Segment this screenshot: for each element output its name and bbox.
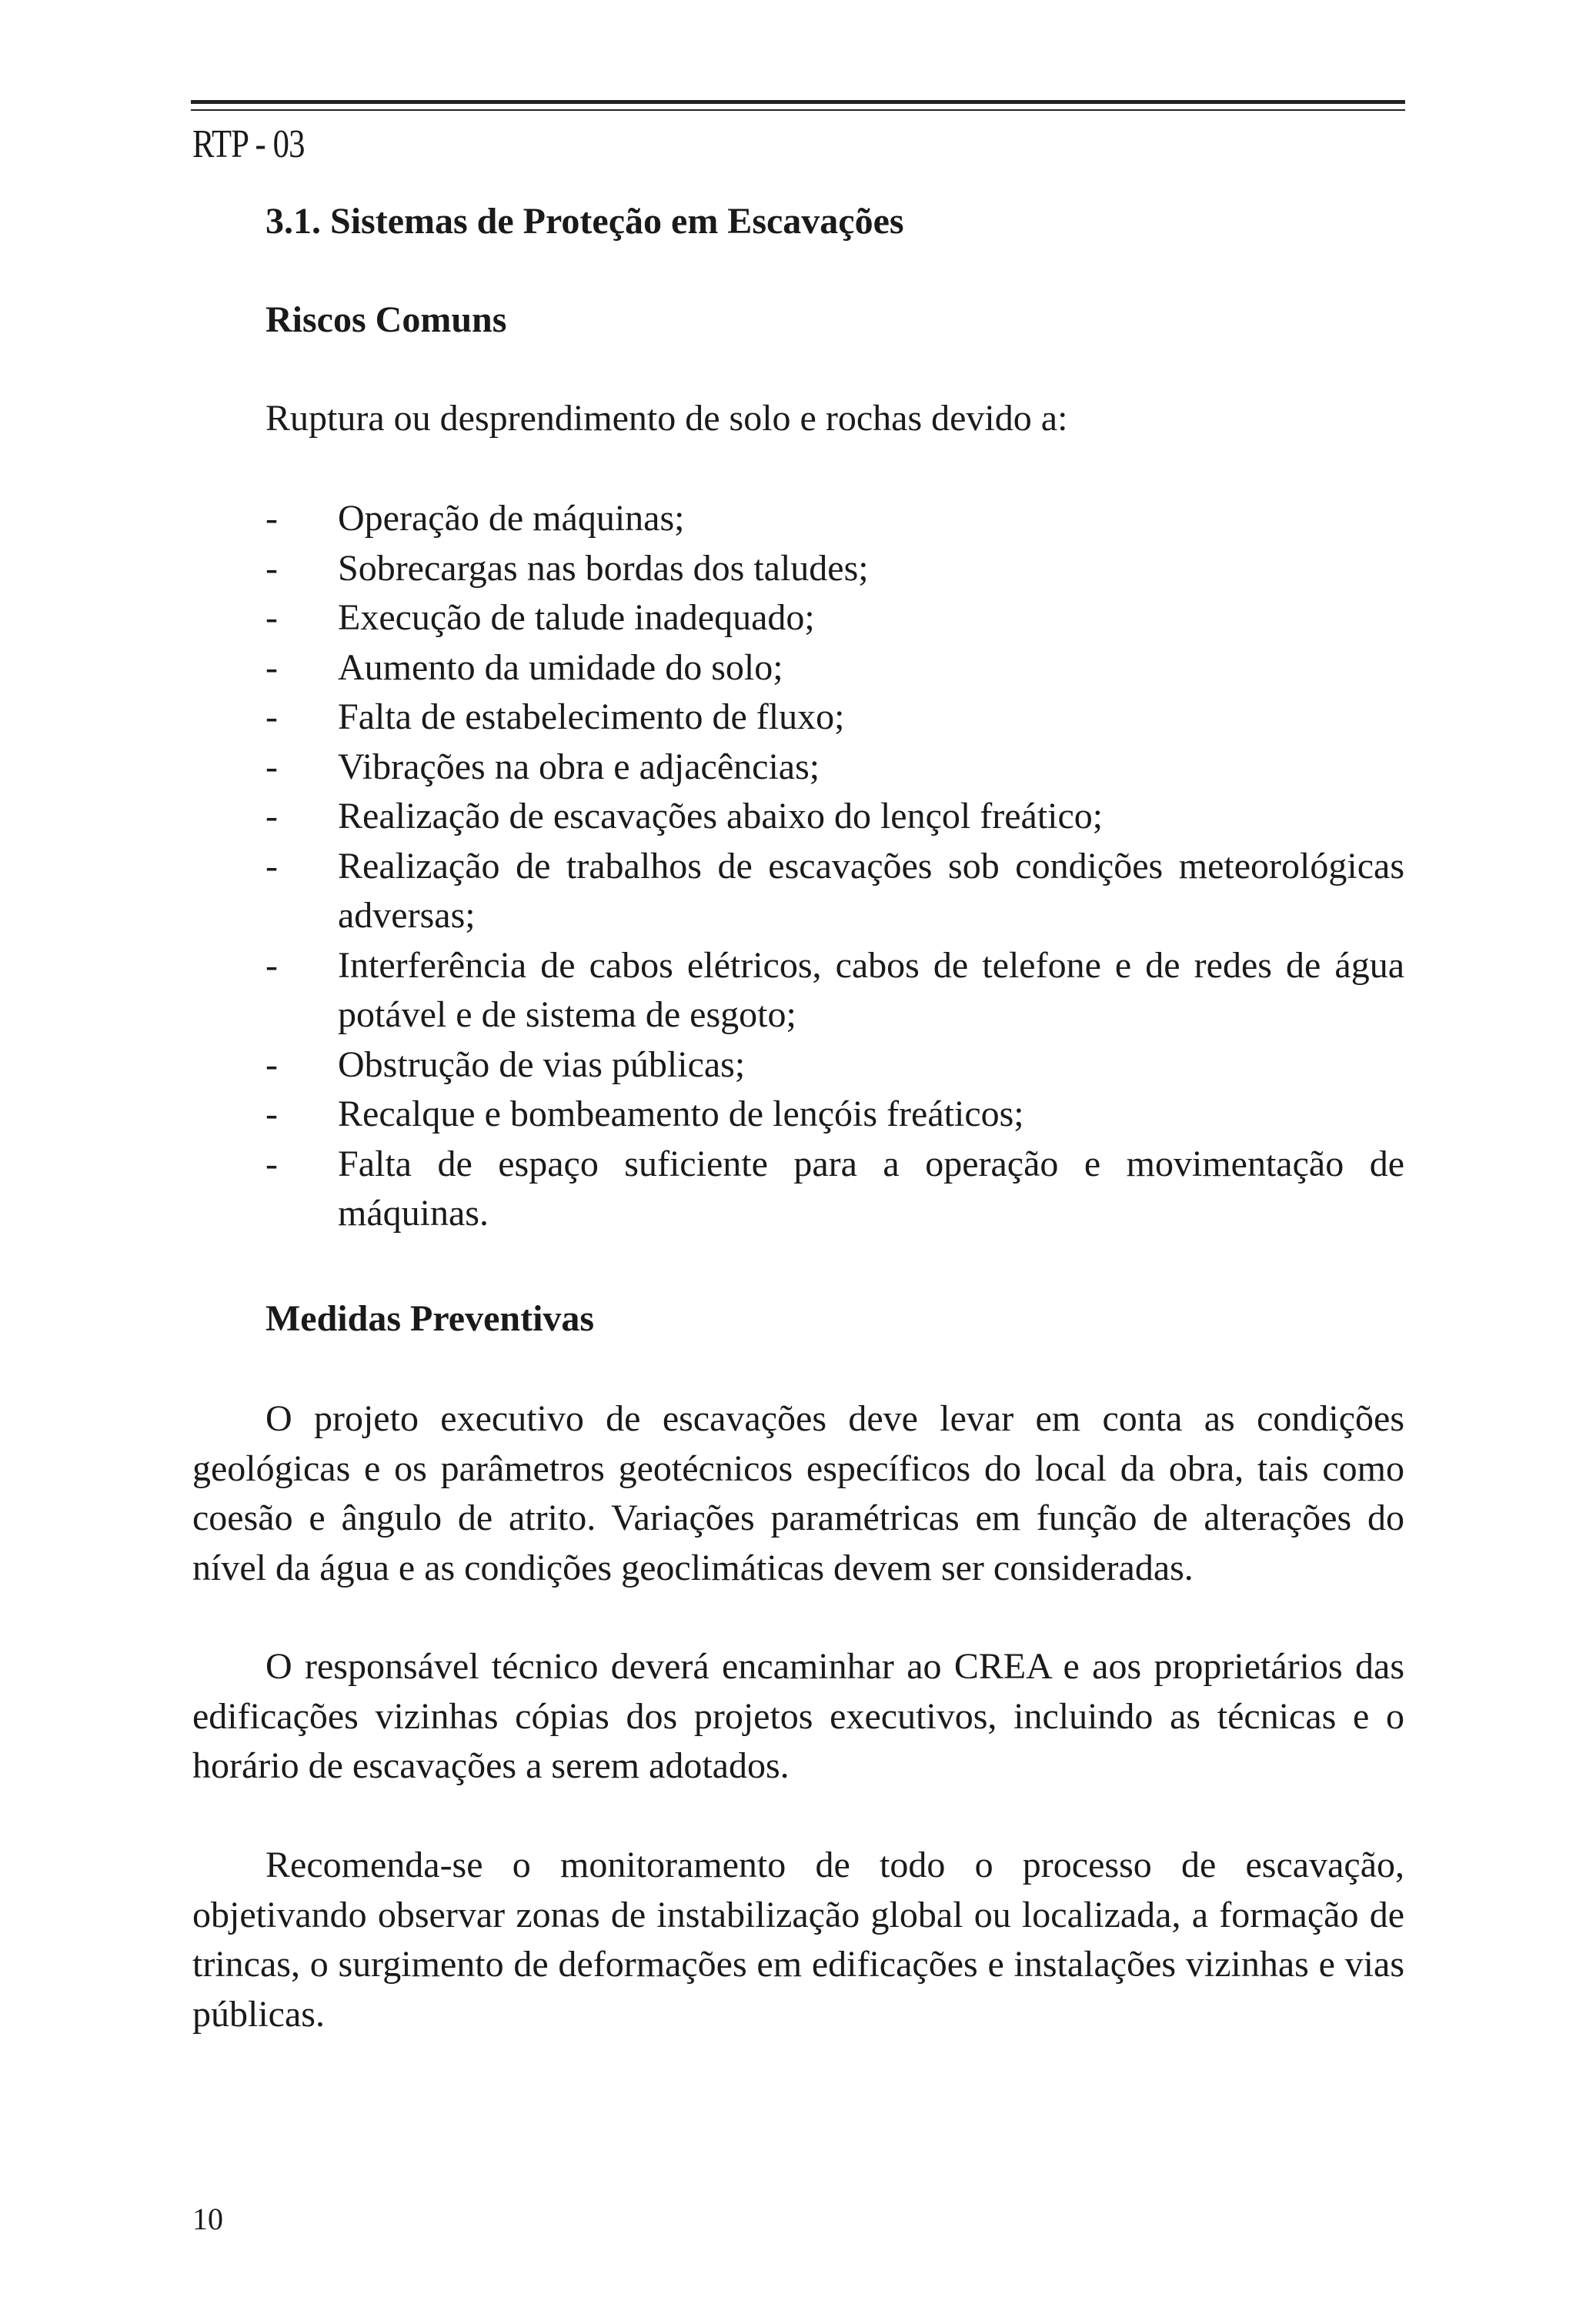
header-rule-thick: [191, 100, 1405, 104]
risk-list-item: [265, 494, 1404, 544]
risk-list-item: [265, 1140, 1404, 1239]
measures-heading: Medidas Preventivas: [265, 1298, 595, 1339]
risk-text: Operação de máquinas;: [338, 498, 685, 539]
risk-text: Aumento da umidade do solo;: [338, 646, 783, 688]
bullet-dash: -: [265, 696, 278, 737]
risk-text: Obstrução de vias públicas;: [338, 1043, 746, 1085]
bullet-dash: -: [265, 944, 278, 986]
header-rule-thin: [191, 109, 1405, 111]
risk-text: Recalque e bombeamento de lençóis freáticos;: [338, 1094, 1024, 1134]
risk-list-item: [265, 1090, 1404, 1140]
bullet-dash: -: [265, 547, 278, 589]
risk-list: [265, 494, 1404, 1239]
risk-list-item: [265, 593, 1404, 643]
bullet-dash: -: [265, 597, 278, 638]
bullet-dash: -: [265, 1143, 278, 1184]
running-header: RTP - 03: [192, 122, 305, 166]
risk-list-item: [265, 1040, 1404, 1090]
paragraph: O responsável técnico deverá encaminhar ao CREA e aos proprietários das edificações vizinhas cópias dos projetos executivos, incluindo as técnicas e o horário de escavações a serem adotados.: [192, 1646, 1404, 1786]
risk-text: Realização de escavações abaixo do lençol freático;: [338, 796, 1104, 836]
risk-list-item: [265, 643, 1404, 693]
risk-text: Interferência de cabos elétricos, cabos de telefone e de redes de água potável e de sistema de esgoto;: [338, 944, 1404, 1035]
risk-text: Execução de talude inadequado;: [338, 597, 815, 638]
risk-list-item: [265, 544, 1404, 594]
risk-text: Realização de trabalhos de escavações sob condições meteorológicas adversas;: [338, 845, 1404, 936]
bullet-dash: -: [265, 796, 278, 836]
risks-heading: Riscos Comuns: [265, 299, 507, 340]
risk-text: Falta de espaço suficiente para a operação e movimentação de máquinas.: [338, 1143, 1404, 1234]
paragraph: O projeto executivo de escavações deve levar em conta as condições geológicas e os parâmetros geotécnicos específicos do local da obra, tais como coesão e ângulo de atrito. Variações paramétricas em função de alterações do nível da água e as condições geoclimáticas devem ser consideradas.: [192, 1398, 1404, 1588]
page-number: 10: [192, 2202, 223, 2236]
risk-list-item: [265, 842, 1404, 941]
bullet-dash: -: [265, 1094, 278, 1134]
bullet-dash: -: [265, 746, 278, 787]
section-title: 3.1. Sistemas de Proteção em Escavações: [265, 201, 904, 242]
risk-text: Vibrações na obra e adjacências;: [338, 746, 820, 787]
bullet-dash: -: [265, 646, 278, 688]
risks-intro: Ruptura ou desprendimento de solo e rochas devido a:: [265, 398, 1068, 439]
risk-list-item: [265, 941, 1404, 1040]
risk-list-item: [265, 743, 1404, 793]
bullet-dash: -: [265, 1043, 278, 1085]
risk-text: Sobrecargas nas bordas dos taludes;: [338, 547, 869, 589]
bullet-dash: -: [265, 845, 278, 887]
risk-list-item: [265, 693, 1404, 743]
paragraph: Recomenda-se o monitoramento de todo o processo de escavação, objetivando observar zonas de instabilização global ou localizada, a formação de trincas, o surgimento de deformações em edificações e instalações vizinhas e vias públicas.: [192, 1845, 1404, 2035]
bullet-dash: -: [265, 498, 278, 539]
risk-text: Falta de estabelecimento de fluxo;: [338, 696, 845, 737]
risk-list-item: [265, 792, 1404, 842]
